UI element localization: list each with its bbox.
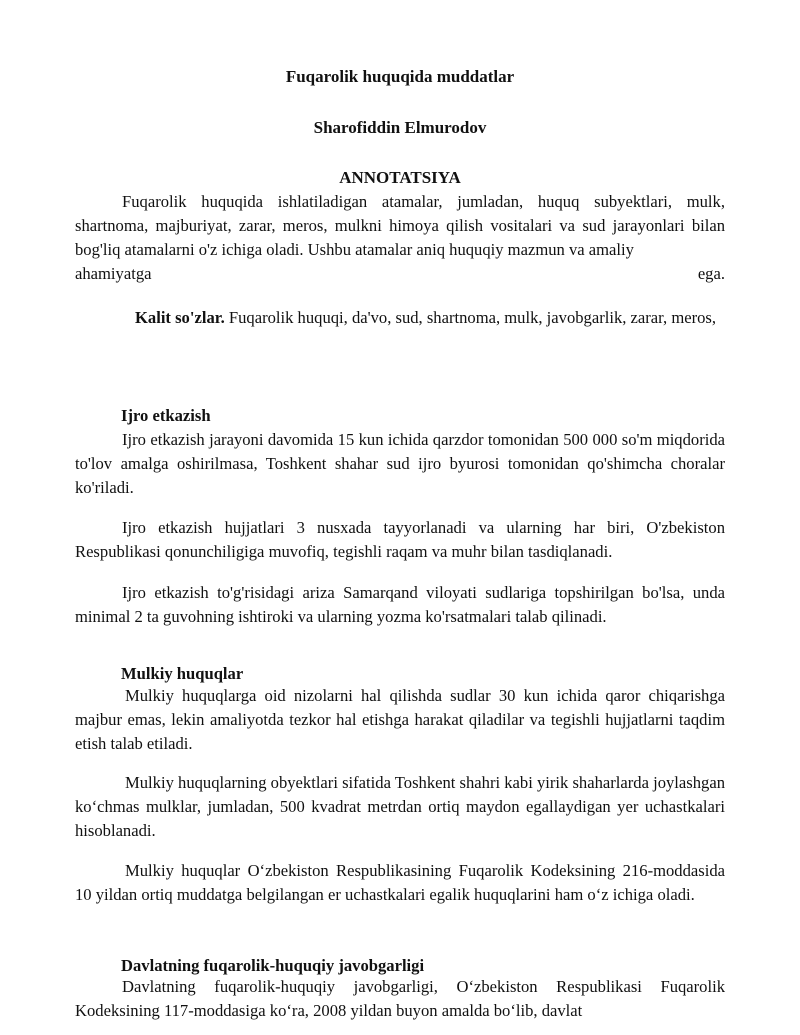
- paragraph-text: Davlatning fuqarolik-huquqiy javobgarligi, O‘zbekiston Respublikasi Fuqarolik Kodeksining 117-moddasiga ko‘ra, 2008 yildan buyon amalda bo‘lib, davlat: [75, 977, 725, 1020]
- paragraph-text: Ijro etkazish jarayoni davomida 15 kun ichida qarzdor tomonidan 500 000 so'm miqdorida to'lov amalga oshirilmasa, Toshkent shahar sud ijro byurosi tomonidan qo'shimcha choralar ko'riladi.: [75, 430, 725, 497]
- document-author: Sharofiddin Elmurodov: [313, 118, 487, 137]
- section-heading-mulkiy: Mulkiy huquqlar: [121, 664, 244, 683]
- keywords-paragraph: [75, 306, 725, 330]
- section-paragraph: [75, 516, 725, 564]
- paragraph-text: Mulkiy huquqlarga oid nizolarni hal qilishda sudlar 30 kun ichida qaror chiqarishga majbur emas, lekin amaliyotda tezkor hal etishga harakat qiladilar va tegishli hujjatlarni taqdim etish talab etiladi.: [75, 686, 725, 753]
- section-paragraph: [75, 581, 725, 629]
- abstract-last-left: ahamiyatga: [75, 264, 152, 283]
- keywords-text: Fuqarolik huquqi, da'vo, sud, shartnoma, mulk, javobgarlik, zarar, meros,: [224, 308, 717, 327]
- section-paragraph: [75, 859, 725, 907]
- section-paragraph: [75, 428, 725, 500]
- paragraph-text: Ijro etkazish hujjatlari 3 nusxada tayyorlanadi va ularning har biri, O'zbekiston Respublikasi qonunchiligiga muvofiq, tegishli raqam va muhr bilan tasdiqlanadi.: [75, 518, 725, 561]
- document-title: Fuqarolik huquqida muddatlar: [285, 67, 515, 86]
- section-heading-davlat: Davlatning fuqarolik-huquqiy javobgarligi: [121, 956, 425, 975]
- abstract-text: Fuqarolik huquqida ishlatiladigan atamalar, jumladan, huquq subyektlari, mulk, shartnoma, majburiyat, zarar, meros, mulkni himoya qilish vositalari va sud jarayonlari bilan bog'liq atamalarni o'z ichiga oladi. Ushbu atamalar aniq huquqiy mazmun va amaliy: [75, 192, 725, 259]
- section-paragraph: [75, 975, 725, 1023]
- section-heading-ijro: Ijro etkazish: [121, 406, 211, 425]
- abstract-heading: ANNOTATSIYA: [339, 168, 461, 187]
- paragraph-text: Mulkiy huquqlarning obyektlari sifatida Toshkent shahri kabi yirik shaharlarda joylashgan ko‘chmas mulklar, jumladan, 500 kvadrat metrdan ortiq maydon egallaydigan yer uchastkalari hisoblanadi.: [75, 773, 725, 840]
- paragraph-text: Ijro etkazish to'g'risidagi ariza Samarqand viloyati sudlariga topshirilgan bo'lsa, unda minimal 2 ta guvohning ishtiroki va ularning yozma ko'rsatmalari talab qilinadi.: [75, 583, 725, 626]
- keywords-label: Kalit so'zlar.: [135, 308, 225, 327]
- paragraph-text: Mulkiy huquqlar O‘zbekiston Respublikasining Fuqarolik Kodeksining 216-moddasida 10 yildan ortiq muddatga belgilangan er uchastkalari egalik huquqlarini ham o‘z ichiga oladi.: [75, 861, 725, 904]
- section-paragraph: [75, 771, 725, 843]
- abstract-last-right: ega.: [697, 264, 725, 283]
- section-paragraph: [75, 684, 725, 756]
- abstract-last-line: [75, 262, 725, 286]
- abstract-paragraph: [75, 190, 725, 262]
